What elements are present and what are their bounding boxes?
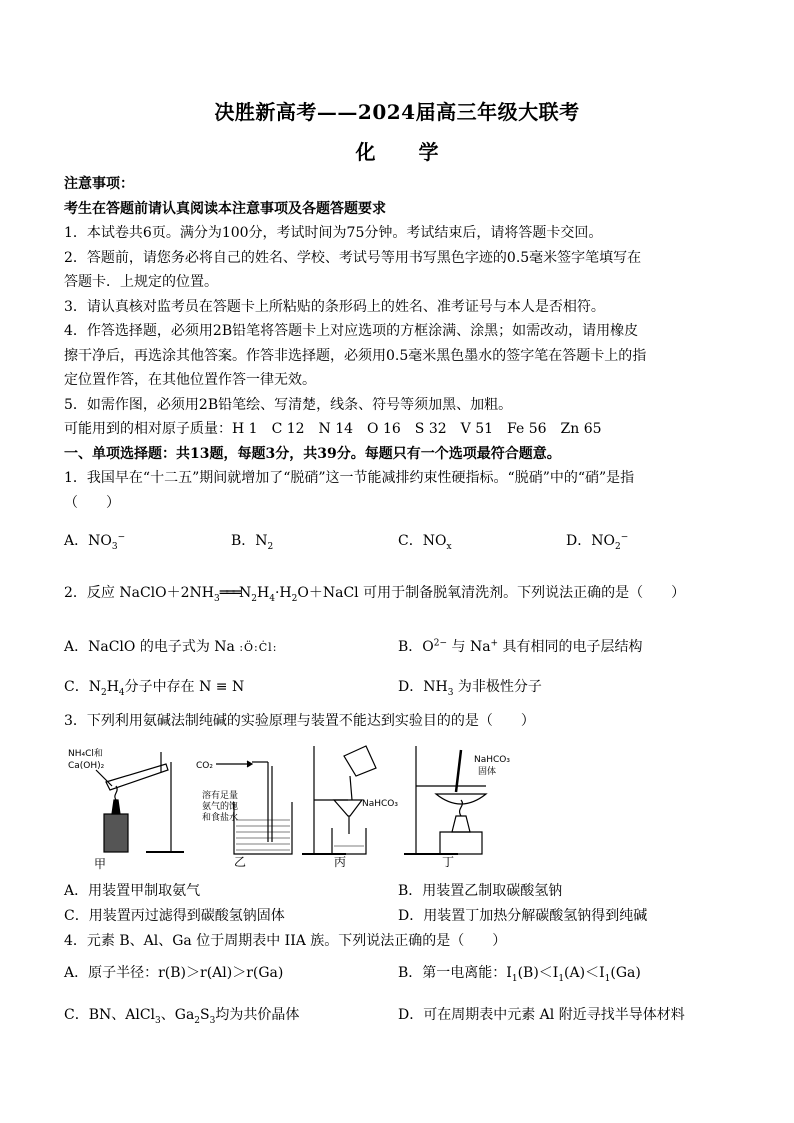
q4-stem: 4．元素 B、Al、Ga 位于周期表中 IIA 族。下列说法正确的是（ ） — [64, 933, 507, 949]
q4-option-c — [64, 1004, 299, 1024]
q3-option-d: D．用装置丁加热分解碳酸氢钠得到纯碱 — [398, 908, 648, 924]
q2-stem — [64, 582, 685, 602]
q2-option-d — [398, 676, 542, 696]
q2-option-c — [64, 676, 244, 696]
q4-c-sub: 2 — [194, 1015, 201, 1026]
exam-title: 决胜新高考——2024届高三年级大联考 — [214, 100, 580, 124]
notice-item: 答题卡．上规定的位置。 — [64, 274, 218, 290]
q4-b-text: (B)＜I — [517, 965, 559, 981]
q4-c-sub: 3 — [209, 1015, 216, 1026]
q1-option-b — [231, 530, 273, 550]
q3-option-c: C．用装置丙过滤得到碳酸氢钠固体 — [64, 908, 285, 924]
q4-c-text: C．BN、AlCl — [64, 1007, 156, 1023]
q4-b-text: (A)＜I — [564, 965, 605, 981]
notice-subheading: 考生在答题前请认真阅读本注意事项及各题答题要求 — [64, 200, 386, 217]
apparatus-ding — [404, 746, 510, 869]
yi-gas-label: CO₂ — [196, 761, 213, 771]
q2-a-text: A．NaClO 的电子式为 Na — [64, 639, 235, 655]
jia-caption: 甲 — [94, 857, 107, 870]
yi-note-2: 氨气的饱 — [202, 802, 239, 812]
q2-b-text: 具有相同的电子层结构 — [498, 639, 643, 655]
notice-item: 5．如需作图，必须用2B铅笔绘、写清楚，线条、符号等须加黑、加粗。 — [64, 396, 513, 413]
q4-option-d: D．可在周期表中元素 Al 附近寻找半导体材料 — [398, 1007, 685, 1023]
q4-option-b — [398, 962, 641, 982]
q2-stem-part: N — [239, 585, 252, 601]
q3-option-a: A．用装置甲制取氨气 — [64, 883, 201, 899]
q3-option-b: B．用装置乙制取碳酸氢钠 — [398, 883, 563, 899]
q2-option-a — [64, 636, 277, 656]
q1-stem: 1．我国早在“十二五”期间就增加了“脱硝”这一节能减排约束性硬指标。“脱硝”中的“硝”是指 — [64, 470, 635, 486]
q1-option-d — [566, 530, 628, 550]
q4-b-sub: 1 — [558, 973, 565, 984]
yi-note-1: 溶有足量 — [202, 791, 239, 801]
q2-stem-part: H — [257, 585, 270, 601]
bing-label: NaHCO₃ — [362, 799, 398, 809]
notice-item: 定位置作答，在其他位置作答一律无效。 — [64, 372, 316, 388]
q3-stem: 3．下列利用氨碱法制纯碱的实验原理与装置不能达到实验目的的是（ ） — [64, 713, 535, 729]
subject-title: 化 学 — [355, 140, 457, 164]
apparatus-bing — [302, 746, 398, 869]
q2-stem-sub: 2 — [251, 593, 258, 604]
q2-c-text: C．N — [64, 679, 101, 695]
q2-c-sub: 4 — [118, 687, 125, 698]
q2-stem-part: ·H — [274, 585, 292, 601]
q2-b-text: B．O — [398, 639, 434, 655]
electron-formula: :Ö:Ċl: — [239, 641, 278, 654]
q1-a-sup: − — [117, 532, 126, 543]
q2-d-text: D．NH — [398, 679, 448, 695]
q1-option-c — [398, 530, 452, 550]
bing-caption: 丙 — [334, 855, 347, 869]
apparatus-figures — [66, 742, 536, 870]
q2-c-text: 分子中存在 N ≡ N — [124, 679, 245, 695]
ding-label-1: NaHCO₃ — [474, 755, 510, 765]
q2-reaction-arrow: ═══ — [219, 585, 240, 601]
q1-a-text: A．NO — [64, 533, 112, 549]
q2-b-text: 与 Na — [447, 639, 491, 655]
q1-d-sup: − — [620, 532, 629, 543]
q4-b-text: (Ga) — [610, 965, 641, 981]
q2-stem-sub: 4 — [269, 593, 275, 604]
notice-item: 1．本试卷共6页。满分为100分，考试时间为75分钟。考试结束后，请将答题卡交回。 — [64, 225, 603, 241]
q4-option-a: A．原子半径：r(B)＞r(Al)＞r(Ga) — [64, 965, 284, 981]
q1-d-text: D．NO — [566, 533, 615, 549]
section-heading: 一、单项选择题：共13题，每题3分，共39分。每题只有一个选项最符合题意。 — [64, 445, 561, 462]
q1-c-text: C．NO — [398, 533, 447, 549]
jia-reagent-1: NH₄Cl和 — [68, 749, 103, 759]
yi-note-3: 和食盐水 — [202, 813, 239, 823]
notice-item: 4．作答选择题，必须用2B铅笔将答题卡上对应选项的方框涂满、涂黑；如需改动，请用橡皮 — [64, 323, 639, 339]
ding-caption: 丁 — [442, 855, 455, 869]
apparatus-yi — [196, 761, 292, 869]
q1-b-text: B．N — [231, 533, 268, 549]
yi-caption: 乙 — [234, 855, 247, 869]
q1-d-sub: 2 — [614, 541, 621, 552]
q4-b-sub: 1 — [511, 973, 518, 984]
q2-b-sup: + — [490, 638, 499, 649]
q4-c-text: 均为共价晶体 — [215, 1007, 300, 1023]
notice-item: 擦干净后，再选涂其他答案。作答非选择题，必须用0.5毫米黑色墨水的签字笔在答题卡上的指 — [64, 347, 647, 364]
q2-stem-part: 2．反应 NaClO＋2NH — [64, 585, 214, 601]
q1-a-sub: 3 — [111, 541, 118, 552]
q2-d-sub: 3 — [447, 687, 454, 698]
jia-reagent-2: Ca(OH)₂ — [68, 761, 105, 771]
notice-section — [64, 172, 734, 515]
q4-b-sub: 1 — [604, 973, 611, 984]
q4-b-text: B．第一电离能：I — [398, 965, 512, 981]
q2-stem-part: O＋NaCl 可用于制备脱氧清洗剂。下列说法正确的是（ ） — [297, 585, 686, 601]
q4-c-sub: 3 — [155, 1015, 161, 1026]
q1-option-a — [64, 530, 125, 550]
q2-stem-sub: 3 — [214, 593, 220, 604]
q4-c-text: S — [200, 1007, 210, 1023]
q2-b-sup: 2− — [433, 638, 448, 649]
q2-d-text: 为非极性分子 — [453, 679, 542, 695]
apparatus-jia — [68, 748, 184, 870]
q2-option-b — [398, 636, 643, 656]
q2-c-sub: 2 — [100, 687, 107, 698]
ding-label-2: 固体 — [478, 767, 497, 777]
q1-b-sub: 2 — [267, 541, 274, 552]
q2-c-text: H — [106, 679, 119, 695]
notice-item: 3．请认真核对监考员在答题卡上所粘贴的条形码上的姓名、准考证号与本人是否相符。 — [64, 298, 605, 315]
q1-c-sub: x — [446, 541, 452, 552]
notice-item: 2．答题前，请您务必将自己的姓名、学校、考试号等用书写黑色字迹的0.5毫米签字笔填写在 — [64, 249, 642, 266]
q1-stem-cont: （ ） — [64, 494, 120, 511]
atomic-masses: 可能用到的相对原子质量：H 1 C 12 N 14 O 16 S 32 V 51 Fe 56 Zn 65 — [64, 421, 602, 437]
q2-stem-sub: 2 — [291, 593, 298, 604]
q4-c-text: 、Ga — [160, 1007, 195, 1023]
notice-heading: 注意事项： — [64, 176, 134, 192]
